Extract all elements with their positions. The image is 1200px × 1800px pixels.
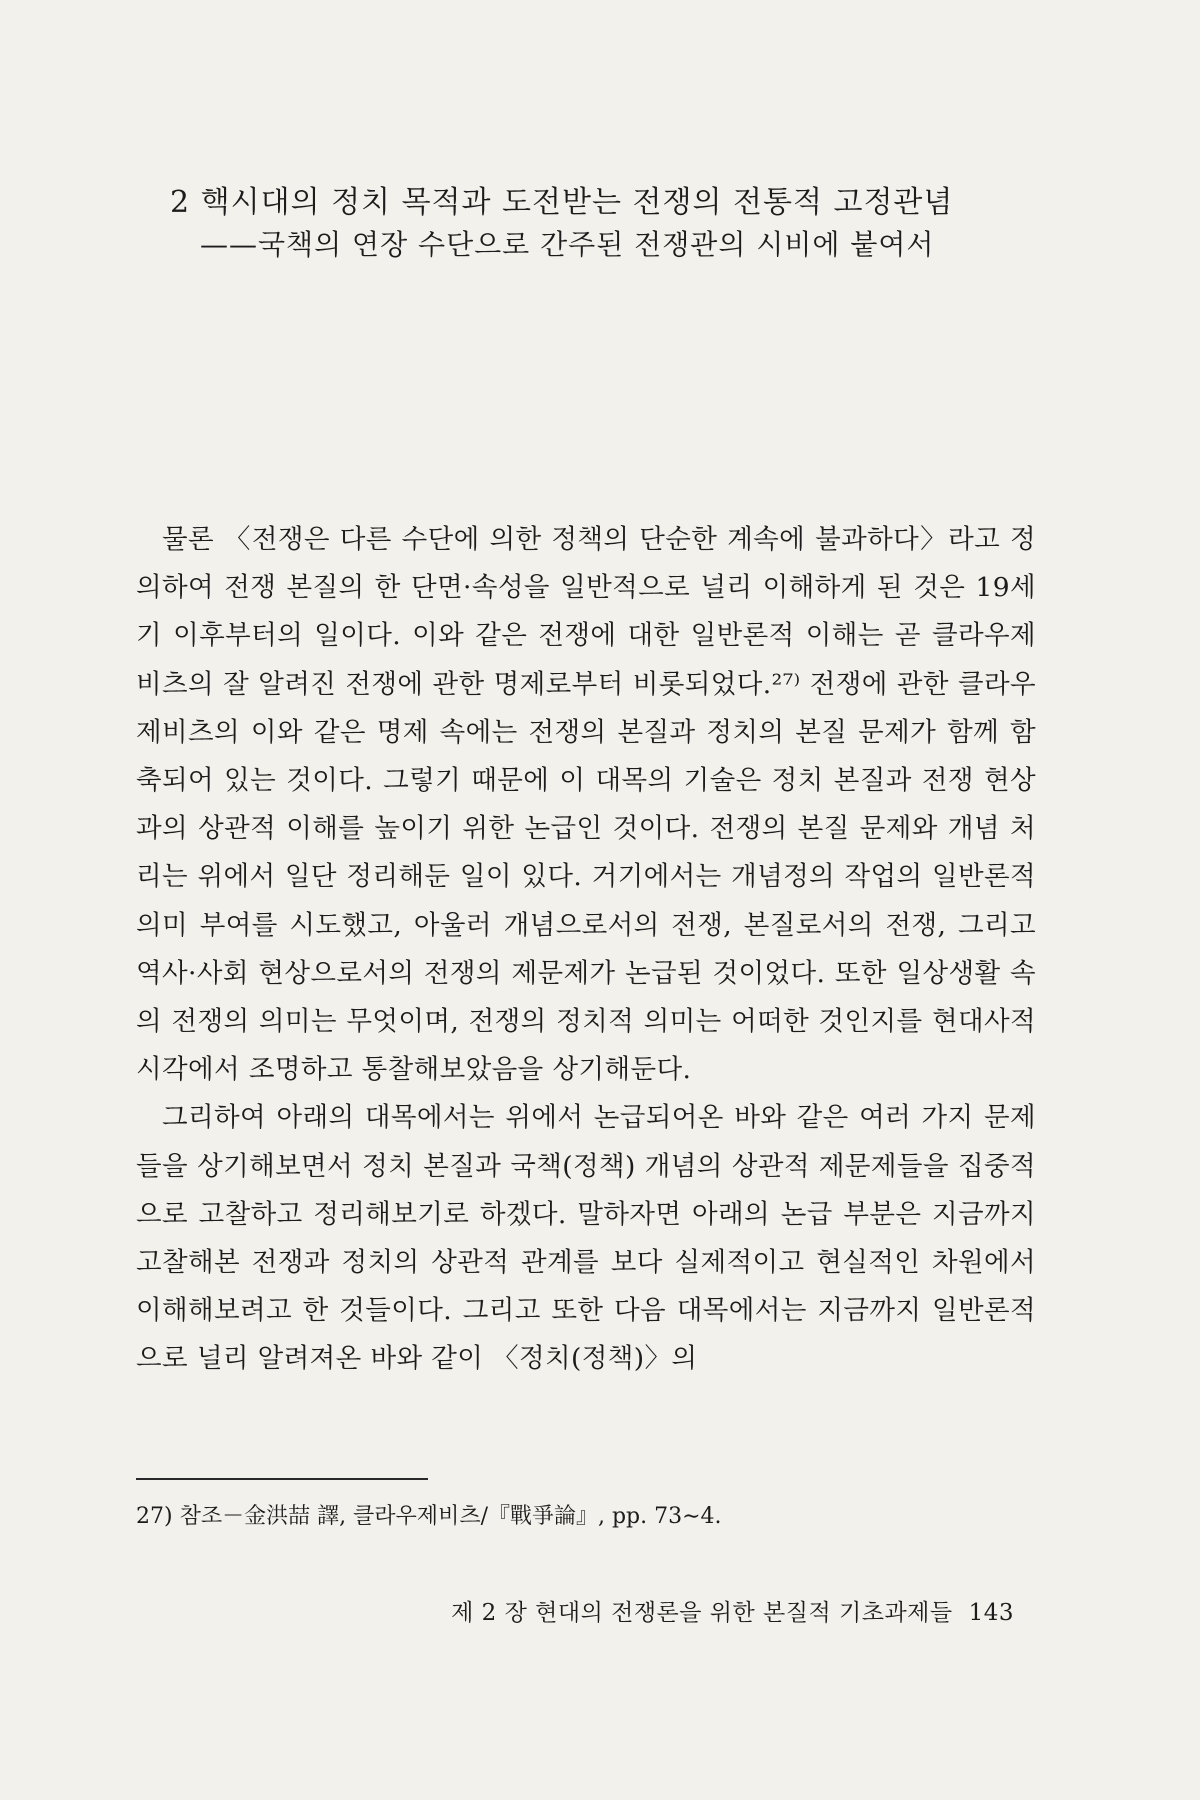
footer-chapter-title: 제 2 장 현대의 전쟁론을 위한 본질적 기초과제들 [451, 1600, 953, 1626]
paragraph-2: 그리하여 아래의 대목에서는 위에서 논급되어온 바와 같은 여러 가지 문제들을 상기해보면서 정치 본질과 국책(정책) 개념의 상관적 제문제들을 집중적으로 고찰하고 정리해보기로 하겠다. 말하자면 아래의 논급 부분은 지금까지 고찰해본 전쟁과 정치의 상관적 관계를 보다 실제적이고 현실적인 차원에서 이해해보려고 한 것들이다. 그리고 또한 다음 대목에서는 지금까지 일반론적으로 널리 알려져온 바와 같이 〈정치(정책)〉의 [136, 1102, 1036, 1375]
page-number: 143 [968, 1600, 1014, 1626]
body-text [136, 516, 1036, 1384]
section-heading [170, 182, 1030, 266]
footnote-divider [136, 1478, 428, 1480]
section-title: 2 핵시대의 정치 목적과 도전받는 전쟁의 전통적 고정관념 [170, 185, 954, 220]
running-footer [451, 1598, 1014, 1628]
footnote-27: 27) 참조－金洪喆 譯, 클라우제비츠/『戰爭論』, pp. 73∼4. [136, 1504, 722, 1529]
section-subtitle: ——국책의 연장 수단으로 간주된 전쟁관의 시비에 붙여서 [200, 228, 935, 261]
paragraph-1: 물론 〈전쟁은 다른 수단에 의한 정책의 단순한 계속에 불과하다〉라고 정의하여 전쟁 본질의 한 단면·속성을 일반적으로 널리 이해하게 된 것은 19세기 이후부터의 일이다. 이와 같은 전쟁에 대한 일반론적 이해는 곧 클라우제비츠의 잘 알려진 전쟁에 관한 명제로부터 비롯되었다.²⁷⁾ 전쟁에 관한 클라우제비츠의 이와 같은 명제 속에는 전쟁의 본질과 정치의 본질 문제가 함께 함축되어 있는 것이다. 그렇기 때문에 이 대목의 기술은 정치 본질과 전쟁 현상과의 상관적 이해를 높이기 위한 논급인 것이다. 전쟁의 본질 문제와 개념 처리는 위에서 일단 정리해둔 일이 있다. 거기에서는 개념정의 작업의 일반론적 의미 부여를 시도했고, 아울러 개념으로서의 전쟁, 본질로서의 전쟁, 그리고 역사·사회 현상으로서의 전쟁의 제문제가 논급된 것이었다. 또한 일상생활 속의 전쟁의 의미는 무엇이며, 전쟁의 정치적 의미는 어떠한 것인지를 현대사적 시각에서 조명하고 통찰해보았음을 상기해둔다. [136, 524, 1036, 1086]
